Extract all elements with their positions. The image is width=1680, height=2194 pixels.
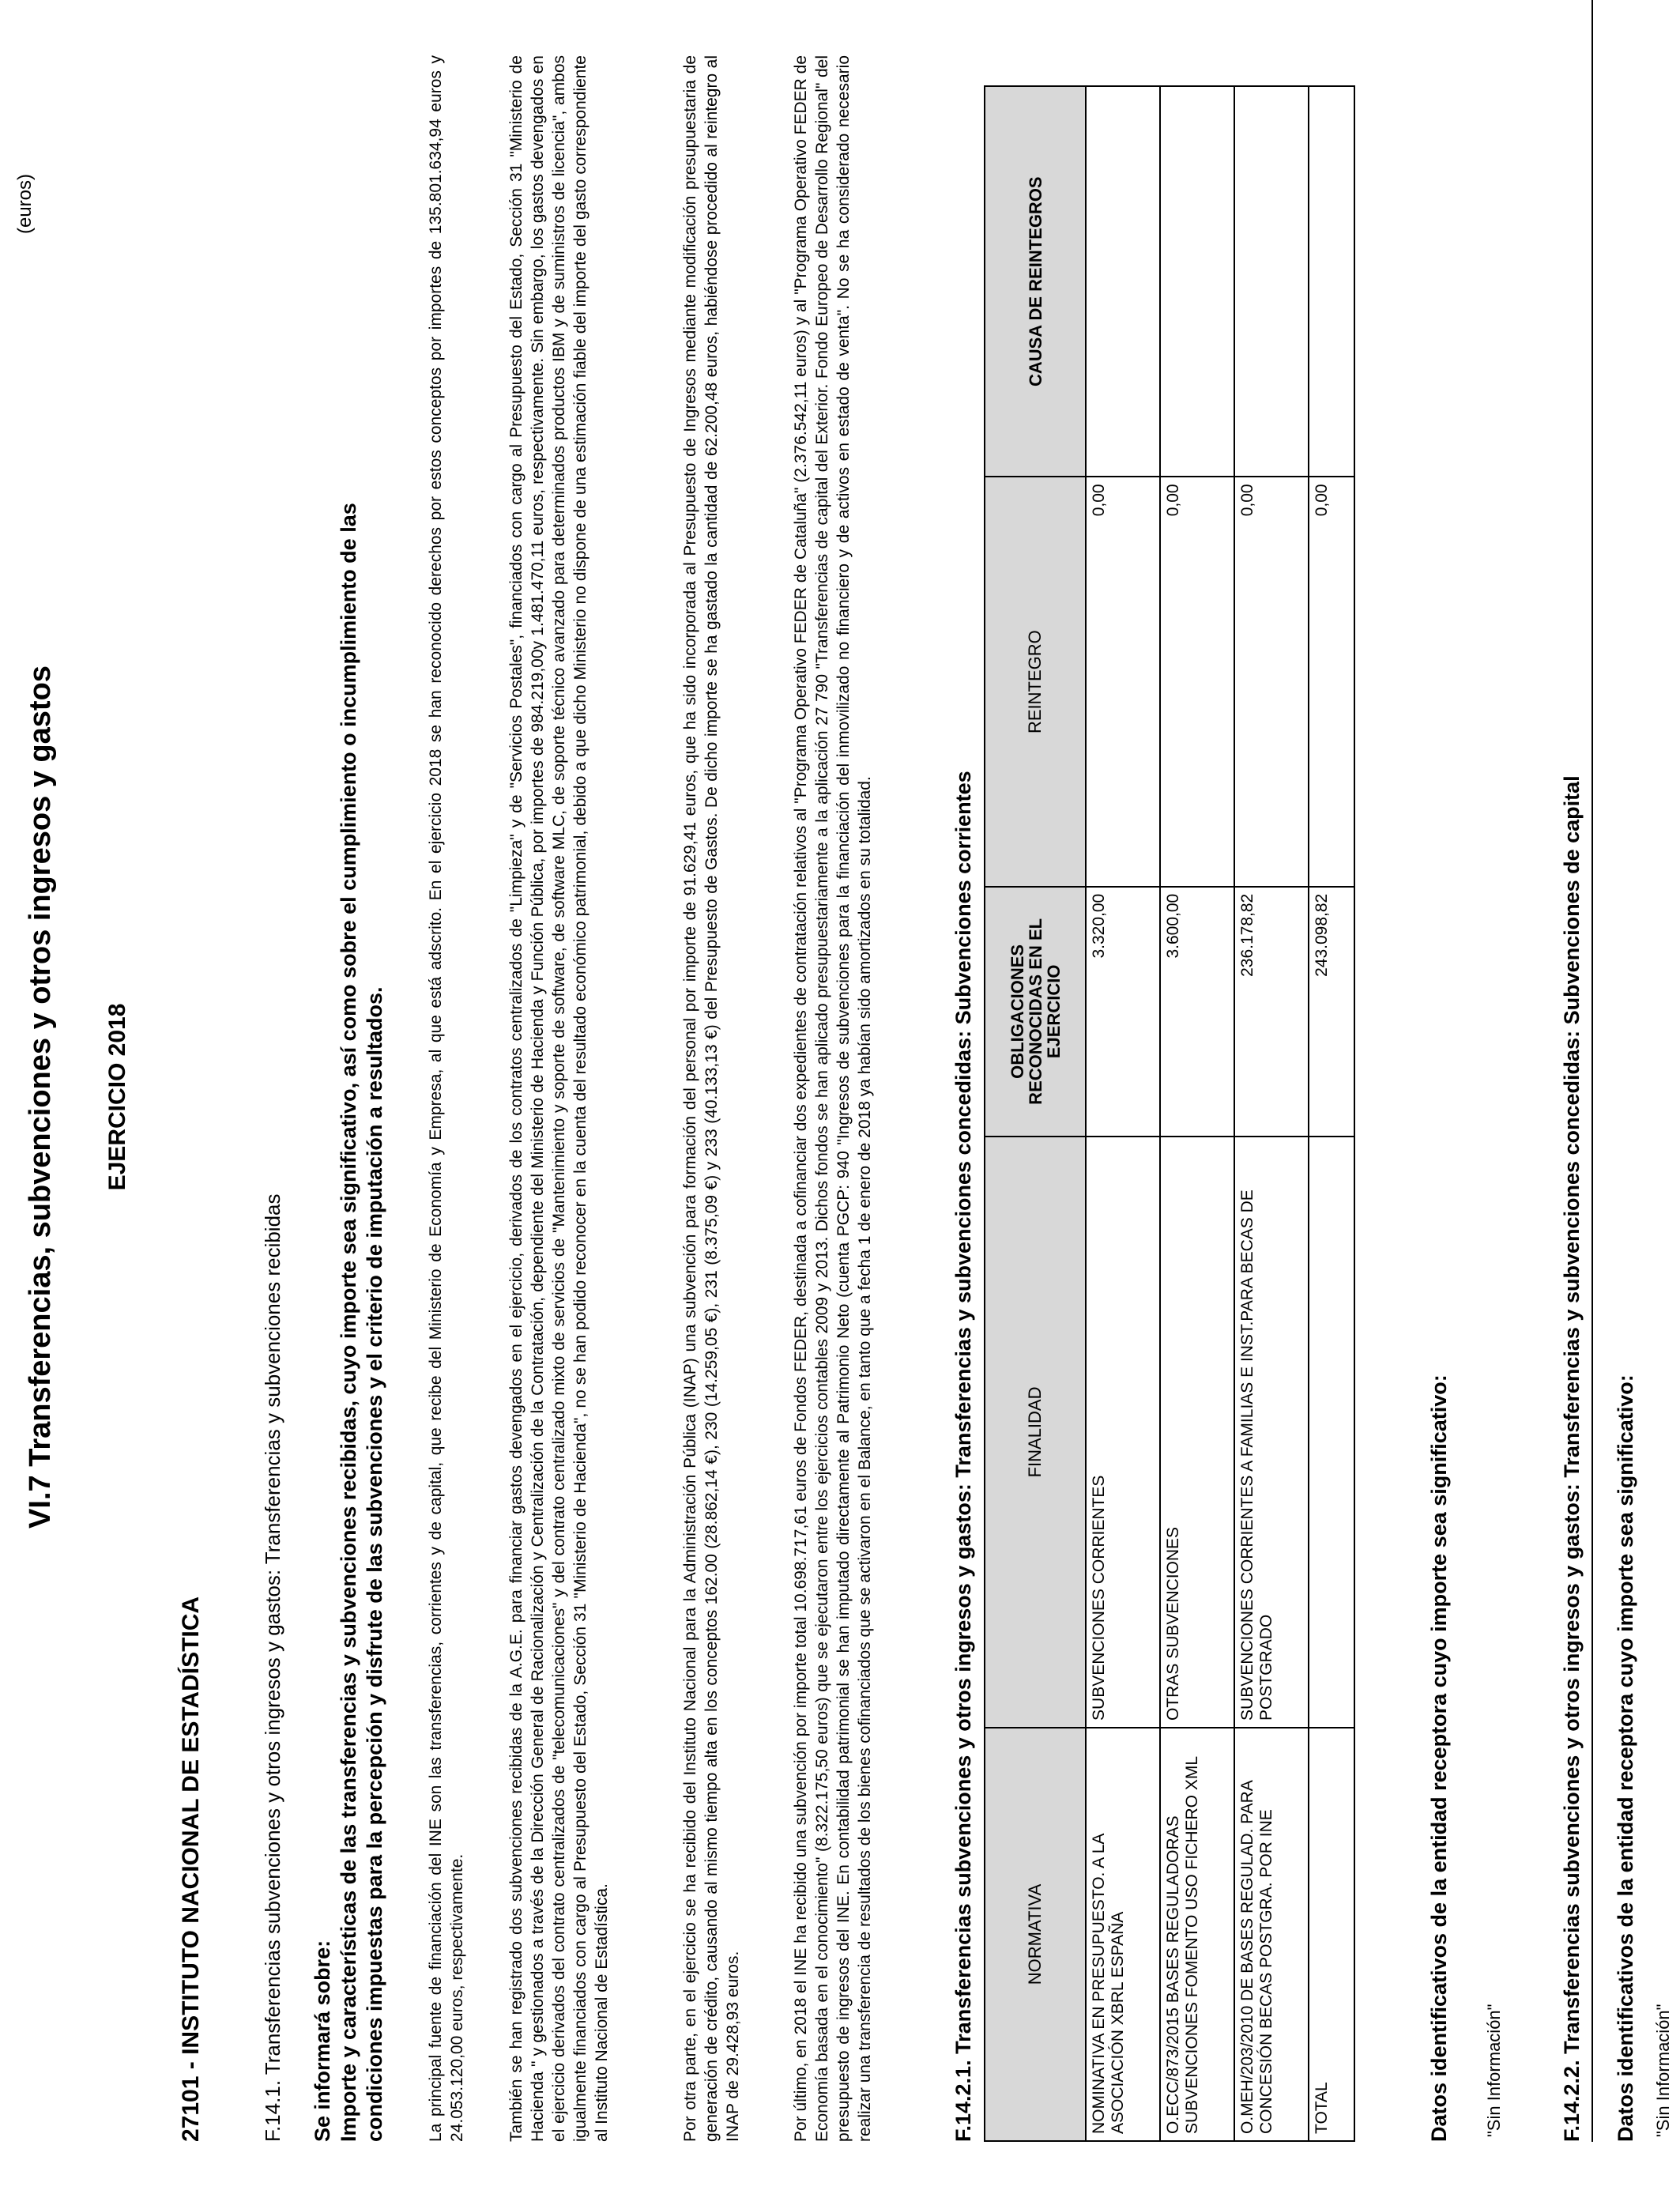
paragraph-2: También se han registrado dos subvenciones recibidas de la A.G.E. para financiar gastos devengados en el ejercicio, derivados de los contratos centralizados de "Limpieza" y de "Servicios Postales", financiados con cargo al Presupuesto del Estado, Sección 31 "Ministerio de Hacienda " y gestionados a través de la Dirección General de Racionalización y Centralización de la Contratación, dependiente del Ministerio de Hacienda y Función Pública, por importes de 984.219,00y 1.481.470,11 euros, respectivamente. Sin embargo, los gastos devengados en el ejercicio derivados del contrato centralizados de "telecomunicaciones" y del contrato centralizado mixto de servicios de "Mantenimiento y soporte de software, de software MLC, de soporte técnico avanzado para determinados productos IBM y de suministros de licencia", ambos igualmente financiados con cargo al Presupuesto del Estado, Sección 31 "Ministerio de Hacienda", no se han podido reconocer en la cuenta del resultado económico patrimonial, debido a que dicho Ministerio no dispone de una estimación fiable del importe del gasto correspondiente al Instituto Nacional de Estadística. bbox=[507, 55, 611, 2142]
table-row bbox=[1234, 86, 1309, 2141]
exercise-year: EJERCICIO 2018 bbox=[104, 1003, 130, 1191]
receptor-label-f1421: Datos identificativos de la entidad receptora cuyo importe sea significativo: bbox=[1427, 1374, 1451, 2142]
cell-causa bbox=[1160, 86, 1234, 477]
col-header-finalidad: FINALIDAD bbox=[985, 1137, 1086, 1728]
inform-block bbox=[310, 503, 388, 2142]
paragraph-1: La principal fuente de financiación del INE son las transferencias, corrientes y de capital, que recibe del Ministerio de Economía y Empresa, al que está adscrito. En el ejercicio 2018 se han reconocido derechos por estos conceptos por importes de 135.801.634,94 euros y 24.053.120,00 euros, respectivamente. bbox=[427, 55, 466, 2142]
cell-reintegro: 0,00 bbox=[1234, 477, 1309, 886]
cell-total-label: TOTAL bbox=[1309, 1728, 1354, 2141]
cell-normativa: O.ECC/873/2015 BASES REGULADORAS SUBVENCIONES FOMENTO USO FICHERO XML bbox=[1160, 1728, 1234, 2141]
section-heading-f1421: F.14.2.1. Transferencias subvenciones y otros ingresos y gastos: Transferencias y subvenciones concedidas: Subvenciones corrientes bbox=[951, 771, 975, 2142]
paragraph-4: Por último, en 2018 el INE ha recibido una subvención por importe total 10.698.717,61 euros de Fondos FEDER, destinada a cofinanciar dos expedientes de contratación relativos al "Programa Operativo FEDER de Cataluña" (2.376.542,11 euros) y al "Programa Operativo FEDER de Economía basada en el conocimiento" (8.322.175,50 euros) que se ejecutaron entre los ejercicios contables 2009 y 2013. Dichos fondos se han aplicado presupuestariamente a la aplicación 27 790 "Transferencias de capital del Exterior. Fondo Europeo de Desarrollo Regional" del presupuesto de ingresos del INE. En contabilidad patrimonial se han imputado directamente al Patrimonio Neto (cuenta PGCP: 940 "Ingresos de subvenciones para la financiación del inmovilizado no financiero y de activos en estado de venta". No se ha considerado necesario realizar una transferencia de resultados de los bienes cofinanciados que se activaron en el Balance, en tanto que a fecha 1 de enero de 2018 ya habían sido amortizados en su totalidad. bbox=[792, 55, 874, 2142]
table-total-row bbox=[1309, 86, 1354, 2141]
cell-finalidad: SUBVENCIONES CORRIENTES A FAMILIAS E INST.PARA BECAS DE POSTGRADO bbox=[1234, 1137, 1309, 1728]
table-row bbox=[1160, 86, 1234, 2141]
cell-obligaciones: 3.600,00 bbox=[1160, 887, 1234, 1137]
cell-total-causa bbox=[1309, 86, 1354, 477]
cell-finalidad: OTRAS SUBVENCIONES bbox=[1160, 1137, 1234, 1728]
inform-line-3: condiciones impuestas para la percepción y disfrute de las subvenciones y el criterio de imputación a resultados. bbox=[363, 986, 386, 2142]
col-header-obligaciones: OBLIGACIONES RECONOCIDAS EN EL EJERCICIO bbox=[985, 887, 1086, 1137]
cell-normativa: NOMINATIVA EN PRESUPUESTO. A LA ASOCIACIÓN XBRL ESPAÑA bbox=[1086, 1728, 1160, 2141]
table-row bbox=[1086, 86, 1160, 2141]
receptor-label-f1422: Datos identificativos de la entidad receptora cuyo importe sea significativo: bbox=[1614, 1374, 1637, 2142]
entity-name: 27101 - INSTITUTO NACIONAL DE ESTADÍSTICA bbox=[178, 1596, 204, 2142]
section-heading-f1422: F.14.2.2. Transferencias subvenciones y otros ingresos y gastos: Transferencias y subvenciones concedidas: Subvenciones de capital bbox=[1560, 775, 1584, 2142]
section-divider bbox=[1591, 0, 1593, 2142]
paragraph-3: Por otra parte, en el ejercicio se ha recibido del Instituto Nacional para la Administración Pública (INAP) una subvención para formación del personal por importe de 91.629,41 euros, que ha sido incorporada al Presupuesto de Ingresos mediante modificación presupuestaria de generación de crédito, causando al mismo tiempo alta en los conceptos 162.00 (28.862,14 €), 230 (14.259,05 €), 231 (8.375,09 €) y 233 (40.133,13 €) del Presupuesto de Gastos. De dicho importe se ha gastado la cantidad de 62.200,48 euros, habiéndose procedido al reintegro al INAP de 29.428,93 euros. bbox=[681, 55, 742, 2142]
inform-line-2: Importe y características de las transferencias y subvenciones recibidas, cuyo importe sea significativo, así como sobre el cumplimiento o incumplimiento de las bbox=[337, 503, 360, 2142]
cell-finalidad: SUBVENCIONES CORRIENTES bbox=[1086, 1137, 1160, 1728]
cell-total-obligaciones: 243.098,82 bbox=[1309, 887, 1354, 1137]
cell-obligaciones: 236.178,82 bbox=[1234, 887, 1309, 1137]
subsidies-table bbox=[984, 85, 1355, 2142]
receptor-value-f1421: "Sin Información" bbox=[1484, 2004, 1504, 2137]
page-title: VI.7 Transferencias, subvenciones y otros ingresos y gastos bbox=[24, 665, 57, 1529]
currency-note: (euros) bbox=[14, 173, 36, 234]
cell-obligaciones: 3.320,00 bbox=[1086, 887, 1160, 1137]
cell-causa bbox=[1234, 86, 1309, 477]
cell-reintegro: 0,00 bbox=[1160, 477, 1234, 886]
section-heading-f141: F.14.1. Transferencias subvenciones y otros ingresos y gastos: Transferencias y subvenciones recibidas bbox=[261, 1193, 284, 2142]
receptor-value-f1422: "Sin Información" bbox=[1653, 2004, 1673, 2137]
col-header-normativa: NORMATIVA bbox=[985, 1728, 1086, 2141]
col-header-reintegro: REINTEGRO bbox=[985, 477, 1086, 886]
cell-reintegro: 0,00 bbox=[1086, 477, 1160, 886]
cell-total-reintegro: 0,00 bbox=[1309, 477, 1354, 886]
cell-total-empty bbox=[1309, 1137, 1354, 1728]
table-header-row bbox=[985, 86, 1086, 2141]
cell-causa bbox=[1086, 86, 1160, 477]
col-header-causa: CAUSA DE REINTEGROS bbox=[985, 86, 1086, 477]
cell-normativa: O.MEH/203/2010 DE BASES REGULAD. PARA CONCESIÓN BECAS POSTGRA. POR INE bbox=[1234, 1728, 1309, 2141]
inform-line-1: Se informará sobre: bbox=[311, 1940, 334, 2142]
